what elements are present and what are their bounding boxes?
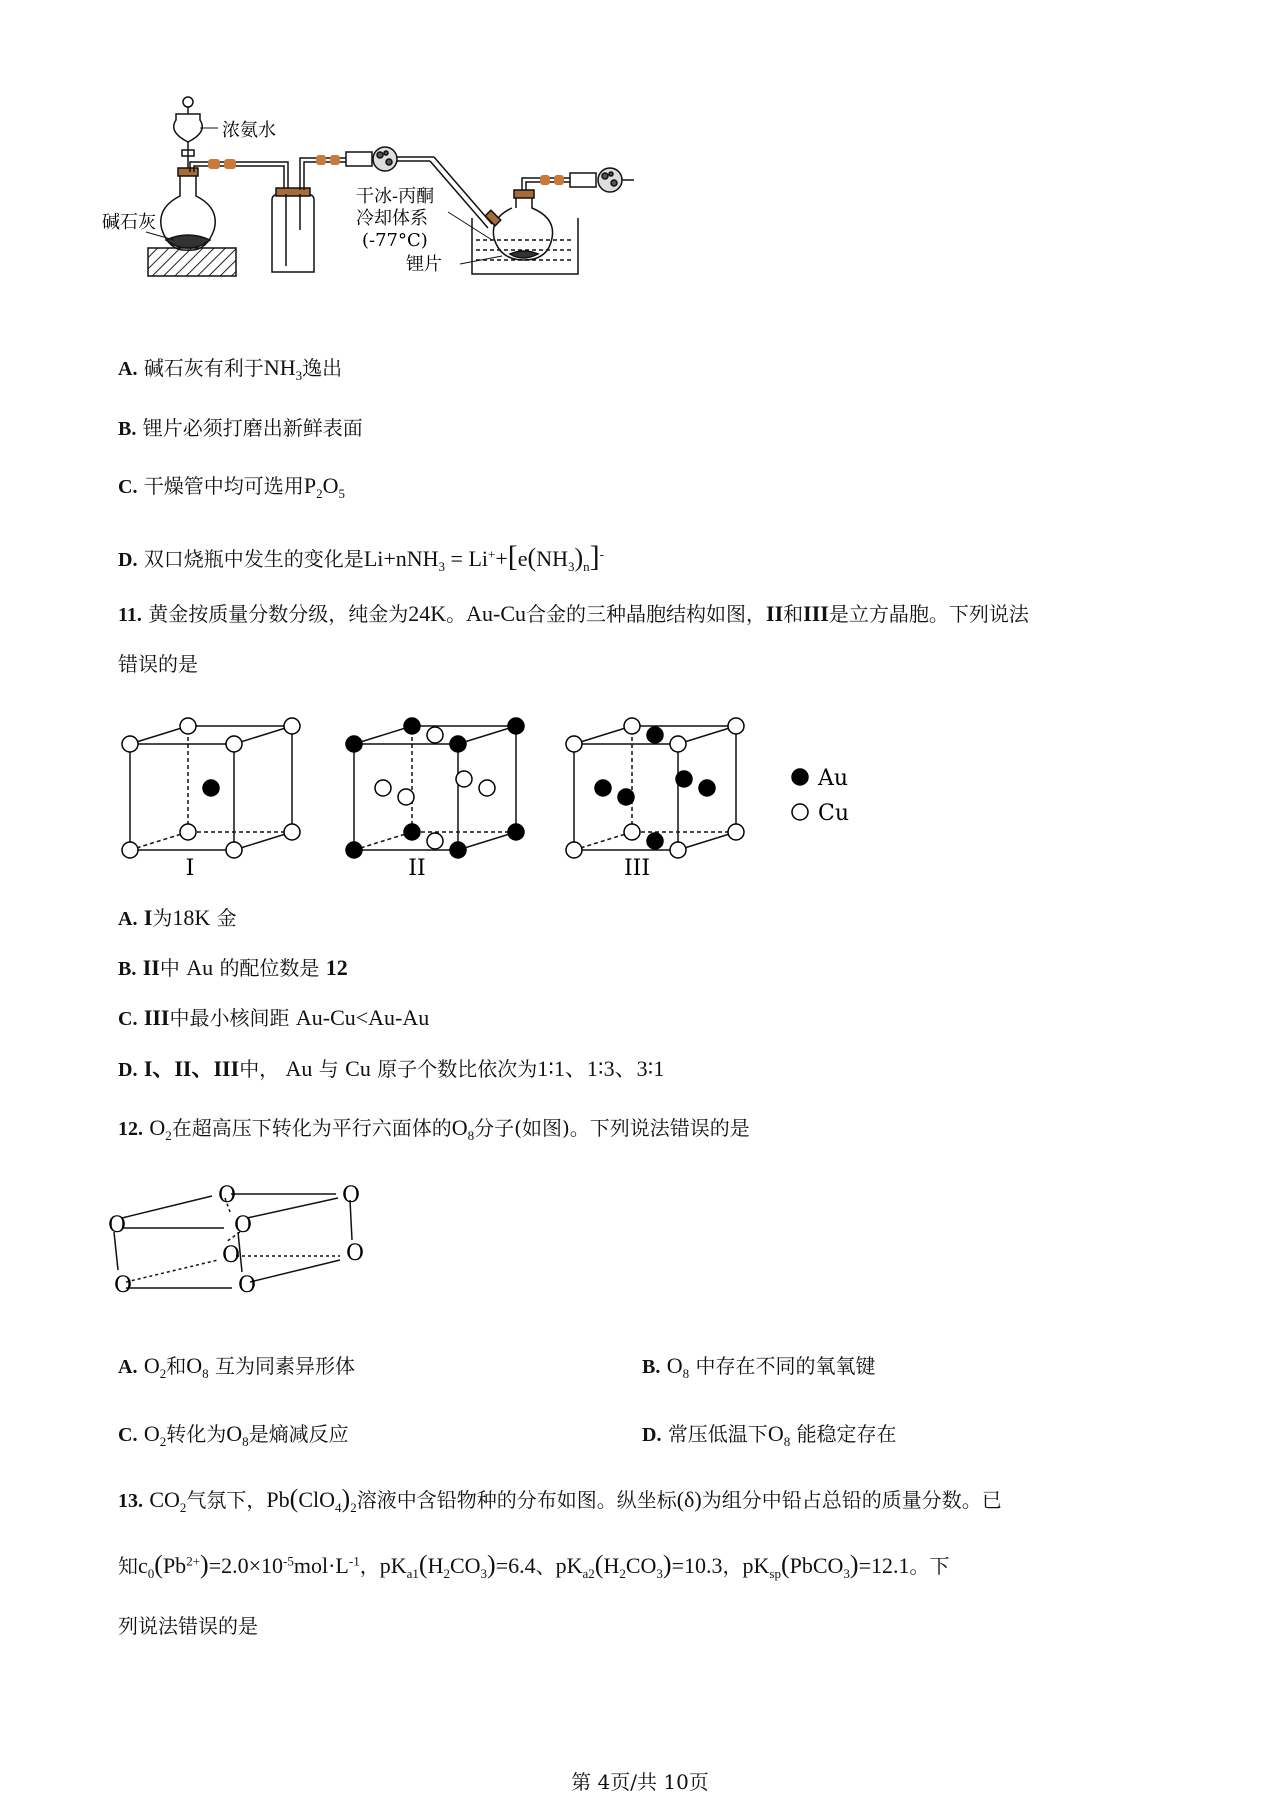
hatched-stand (148, 248, 236, 276)
cell-iii-corner-atom (624, 824, 640, 840)
cell-i-edge (234, 832, 292, 850)
cell-iii-face-atom-front (618, 789, 634, 805)
cell-i-corner-atom (284, 718, 300, 734)
cell-i-body-atom (203, 780, 219, 796)
rubber-joint (208, 159, 236, 169)
cell-i-corner-atom (180, 718, 196, 734)
cell-ii-corner-atom (404, 718, 420, 734)
cell-label-iii: III (623, 856, 651, 881)
cell-iii-face-atom-top (647, 727, 663, 743)
cell-iii-corner-atom (566, 736, 582, 752)
o8-bond (247, 1198, 338, 1218)
q12-option-c: C. $O_2$转化为$O_8$是熵减反应 (118, 1421, 349, 1449)
q10-option-c: C. 干燥管中均可选用$P_2O_5$ (118, 473, 345, 501)
cell-i-corner-atom (226, 736, 242, 752)
cell-ii-face-atom-bottom (427, 833, 443, 849)
drying-tube-1 (346, 147, 434, 171)
drying-tube-2 (570, 168, 634, 192)
label-coolant-1: 干冰-丙酮 (356, 186, 435, 207)
cell-ii-corner-atom (450, 842, 466, 858)
cell-ii-face-atom-back (456, 771, 472, 787)
q11-option-d: D. I、II、III中， Au 与 Cu 原子个数比依次为1∶1、1∶3、3∶1 (118, 1056, 665, 1081)
cell-iii-face-atom-bottom (647, 833, 663, 849)
label-coolant-3: (-77°C) (362, 230, 428, 251)
cell-ii-edge (354, 726, 412, 744)
cell-iii-corner-atom (624, 718, 640, 734)
cell-ii-corner-atom (508, 824, 524, 840)
cell-ii-edge (458, 832, 516, 850)
cell-iii-corner-atom (566, 842, 582, 858)
q12-option-a: A. $O_2$和$O_8$ 互为同素异形体 (118, 1353, 355, 1381)
o8-bond-dashed (126, 1260, 218, 1282)
cell-iii-face-atom-left (595, 780, 611, 796)
cell-i-corner-atom (180, 824, 196, 840)
cell-ii-face-atom-right (479, 780, 495, 796)
cell-i-edge (234, 726, 292, 744)
o8-atom-a: O (218, 1183, 237, 1208)
cell-iii-corner-atom (728, 824, 744, 840)
o8-molecule-figure (100, 1170, 430, 1320)
cell-iii-edge (678, 726, 736, 744)
q11-option-b: B. II中 Au 的配位数是 12 (118, 955, 348, 980)
o8-atom-f: O (222, 1243, 241, 1268)
cell-ii-edge (458, 726, 516, 744)
label-ammonia: 浓氨水 (222, 120, 276, 141)
cell-ii-corner-atom (404, 824, 420, 840)
q12-option-d: D. 常压低温下$O_8$ 能稳定存在 (642, 1421, 897, 1449)
cell-i-corner-atom (226, 842, 242, 858)
label-lithium: 锂片 (406, 254, 442, 275)
q10-option-d: D. 双口烧瓶中发生的变化是$Li+nNH_3 = Li^++[e(NH_3)_n]^-$ (118, 540, 605, 574)
cell-iii-hidden-edge (574, 832, 632, 850)
o8-atom-c: O (108, 1213, 127, 1238)
q10-option-a: A. 碱石灰有利于$NH_3$逸出 (118, 355, 343, 383)
legend-cu-label: Cu (818, 801, 850, 826)
cell-iii-corner-atom (670, 842, 686, 858)
q11-option-c: C. III中最小核间距 Au-Cu<Au-Au (118, 1005, 430, 1030)
legend-au-label: Au (818, 766, 849, 791)
cell-i-hidden-edge (130, 832, 188, 850)
q11-stem-line2: 错误的是 (118, 652, 198, 676)
cell-ii-corner-atom (508, 718, 524, 734)
separatory-funnel (174, 97, 203, 175)
cell-i-corner-atom (122, 736, 138, 752)
o8-atom-h: O (238, 1273, 257, 1298)
label-sodalime: 碱石灰 (102, 212, 156, 233)
cell-iii-edge (574, 726, 632, 744)
legend-au-marker (792, 769, 808, 785)
q13-stem-line1: 13. $CO_2$气氛下，$Pb(ClO_4)_2$溶液中含铅物种的分布如图。纵坐标(δ)为组分中铅占总铅的质量分数。已 (118, 1484, 1002, 1515)
cell-label-ii: II (408, 856, 426, 881)
q11-stem-line1: 11. 黄金按质量分数分级，纯金为24K。Au-Cu合金的三种晶胞结构如图，II和III是立方晶胞。下列说法 (118, 601, 1029, 626)
cell-i-edge (130, 726, 188, 744)
cell-ii-face-atom-front (398, 789, 414, 805)
cell-ii-corner-atom (346, 842, 362, 858)
label-coolant-2: 冷却体系 (356, 208, 428, 229)
cell-iii-face-atom-back (676, 771, 692, 787)
q10-option-b: B. 锂片必须打磨出新鲜表面 (118, 416, 363, 440)
apparatus-figure (100, 90, 740, 320)
cell-ii-corner-atom (450, 736, 466, 752)
cell-iii-corner-atom (728, 718, 744, 734)
cell-ii-face-atom-top (427, 727, 443, 743)
wash-bottle (272, 188, 314, 272)
q13-stem-line2: 知$c_0(Pb^{2+})=2.0\times 10^{-5}mol\cdot L^{-1}$，$pK_{a1}(H_2CO_3)=6.4$、$pK_{a2}(H_2CO_3)=10.3$，$pK_{sp}(PbCO_3)=12.1$。下 (118, 1550, 950, 1581)
q11-option-a: A. I为18K 金 (118, 905, 237, 930)
cell-label-i: I (185, 856, 195, 881)
o8-atom-e: O (346, 1241, 365, 1266)
page-footer: 第 4页/共 10页 (571, 1770, 709, 1794)
cell-ii-hidden-edge (354, 832, 412, 850)
o8-atom-d: O (234, 1213, 253, 1238)
cell-i-corner-atom (284, 824, 300, 840)
o8-bond (250, 1260, 340, 1282)
q12-option-b: B. $O_8$ 中存在不同的氧氧键 (642, 1353, 876, 1381)
o8-atom-b: O (342, 1183, 361, 1208)
o8-atom-g: O (114, 1273, 133, 1298)
cell-i-corner-atom (122, 842, 138, 858)
legend-cu-marker (792, 804, 808, 820)
round-flask (161, 168, 215, 250)
cell-iii-edge (678, 832, 736, 850)
q13-stem-line3: 列说法错误的是 (118, 1614, 258, 1638)
q12-stem: 12. $O_2$在超高压下转化为平行六面体的$O_8$分子(如图)。下列说法错误的是 (118, 1115, 750, 1143)
cell-ii-face-atom-left (375, 780, 391, 796)
cooling-bath (472, 218, 578, 274)
cell-ii-corner-atom (346, 736, 362, 752)
o8-bond (122, 1196, 212, 1218)
cell-iii-corner-atom (670, 736, 686, 752)
cell-iii-face-atom-right (699, 780, 715, 796)
crystal-cells-figure (100, 690, 880, 890)
